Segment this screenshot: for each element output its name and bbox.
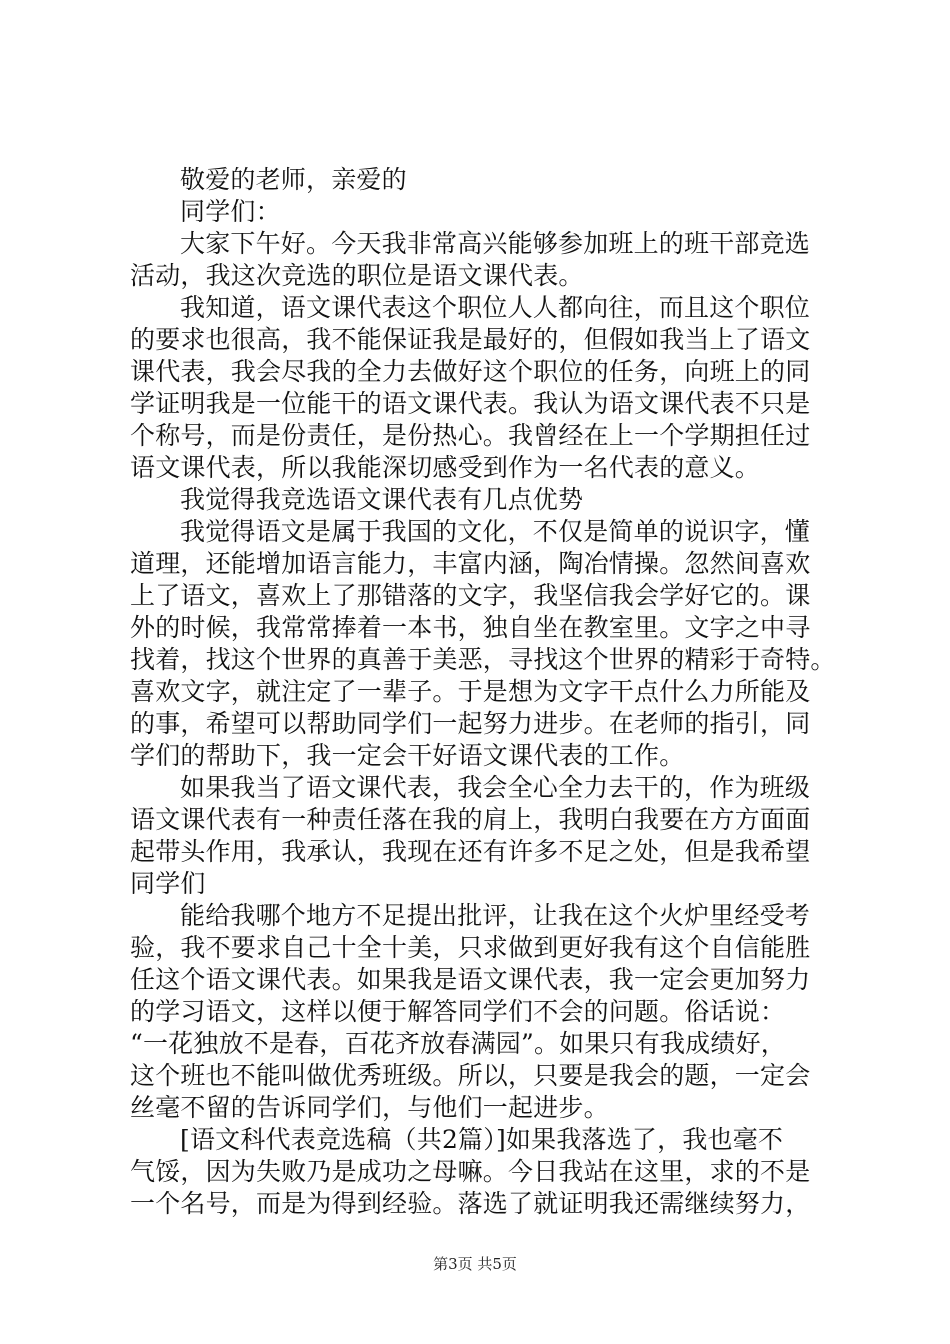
text-line: [语文科代表竞选稿（共2篇）]如果我落选了，我也毫不: [180, 1125, 784, 1154]
text-line: 外的时候，我常常捧着一本书，独自坐在教室里。文字之中寻: [130, 613, 811, 642]
text-line: 学们的帮助下，我一定会干好语文课代表的工作。: [130, 741, 685, 770]
text-line: 一个名号，而是为得到经验。落选了就证明我还需继续努力，: [130, 1189, 811, 1218]
text-line: “一花独放不是春，百花齐放春满园”。如果只有我成绩好，: [130, 1029, 786, 1058]
text-line: 同学们: [130, 869, 206, 898]
text-line: 验，我不要求自己十全十美，只求做到更好我有这个自信能胜: [130, 933, 811, 962]
text-line: 喜欢文字，就注定了一辈子。于是想为文字干点什么力所能及: [130, 677, 811, 706]
text-line: 道理，还能增加语言能力，丰富内涵，陶冶情操。忽然间喜欢: [130, 549, 811, 578]
text-line: 丝毫不留的告诉同学们，与他们一起进步。: [130, 1093, 609, 1122]
text-line: 起带头作用，我承认，我现在还有许多不足之处，但是我希望: [130, 837, 811, 866]
text-line: 的学习语文，这样以便于解答同学们不会的问题。俗话说：: [130, 997, 786, 1026]
text-line: 如果我当了语文课代表，我会全心全力去干的，作为班级: [180, 773, 811, 802]
text-line: 语文课代表有一种责任落在我的肩上，我明白我要在方方面面: [130, 805, 811, 834]
text-line: 我觉得语文是属于我国的文化，不仅是简单的说识字，懂: [180, 517, 811, 546]
text-line: 上了语文，喜欢上了那错落的文字，我坚信我会学好它的。课: [130, 581, 811, 610]
text-line: 的事，希望可以帮助同学们一起努力进步。在老师的指引，同: [130, 709, 811, 738]
body-text: [130, 164, 840, 1220]
text-line: 的要求也很高，我不能保证我是最好的，但假如我当上了语文: [130, 325, 811, 354]
text-line: 找着，找这个世界的真善于美恶，寻找这个世界的精彩于奇特。: [130, 645, 836, 674]
text-line: 这个班也不能叫做优秀班级。所以，只要是我会的题，一定会: [130, 1061, 811, 1090]
text-line: 大家下午好。今天我非常高兴能够参加班上的班干部竞选: [180, 229, 811, 258]
text-line: 语文课代表，所以我能深切感受到作为一名代表的意义。: [130, 453, 761, 482]
text-line: 课代表，我会尽我的全力去做好这个职位的任务，向班上的同: [130, 357, 811, 386]
text-line: 我觉得我竞选语文课代表有几点优势: [180, 485, 584, 514]
text-line: 同学们：: [180, 197, 281, 226]
text-line: 敬爱的老师，亲爱的: [180, 165, 407, 194]
page-footer: 第3页 共5页: [433, 1255, 517, 1273]
text-line: 气馁，因为失败乃是成功之母嘛。今日我站在这里，求的不是: [130, 1157, 811, 1186]
text-line: 我知道，语文课代表这个职位人人都向往，而且这个职位: [180, 293, 811, 322]
text-line: 个称号，而是份责任，是份热心。我曾经在上一个学期担任过: [130, 421, 811, 450]
text-line: 学证明我是一位能干的语文课代表。我认为语文课代表不只是: [130, 389, 811, 418]
text-line: 能给我哪个地方不足提出批评，让我在这个火炉里经受考: [180, 901, 811, 930]
text-line: 任这个语文课代表。如果我是语文课代表，我一定会更加努力: [130, 965, 811, 994]
text-line: 活动，我这次竞选的职位是语文课代表。: [130, 261, 584, 290]
